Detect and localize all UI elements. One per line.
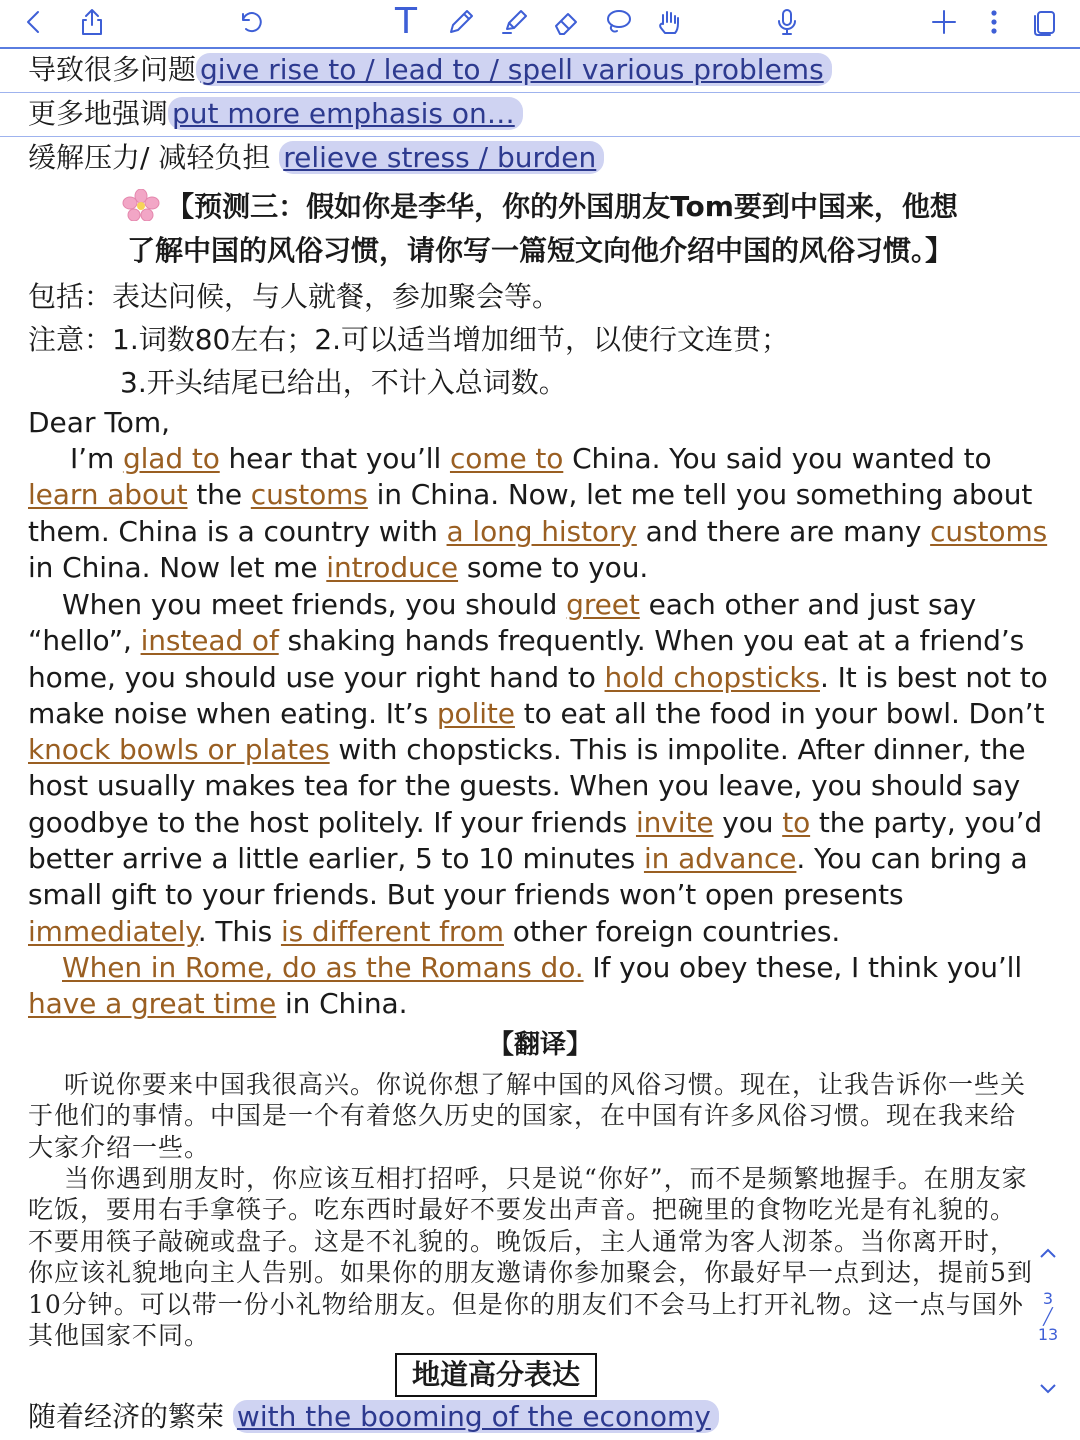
letter-text: some to you. <box>458 550 649 584</box>
key-phrase: a long history <box>446 514 637 548</box>
more-icon[interactable] <box>976 4 1012 40</box>
key-phrase: have a great time <box>28 987 277 1021</box>
key-phrase: When in Rome, do as the Romans do. <box>62 951 584 984</box>
letter-text: If you obey these, I think you’ll <box>583 951 1023 984</box>
key-phrase: glad to <box>122 442 220 475</box>
letter-text: to eat all the food in your bowl. Don’t <box>514 696 1045 730</box>
page-indicator <box>1034 1290 1062 1344</box>
letter-text: shaking hands frequently. When you eat at a friend’s home, you should use your right hand to <box>28 624 1025 694</box>
phrase-row <box>28 140 604 176</box>
share-icon[interactable] <box>74 4 110 40</box>
eraser-icon[interactable] <box>548 4 584 40</box>
phrase-en: put more emphasis on… <box>168 97 523 130</box>
phrase-en: give rise to / lead to / spell various problems <box>196 53 832 86</box>
translation-paragraph-1: 听说你要来中国我很高兴。你说你想了解中国的风俗习惯。现在，让我告诉你一些关于他们的事情。中国是一个有着悠久历史的国家，在中国有许多风俗习惯。现在我来给大家介绍一些。 <box>28 1070 1027 1162</box>
key-phrase: hold chopsticks <box>604 660 820 694</box>
key-phrase: knock bowls or plates <box>28 733 330 767</box>
key-phrase: to <box>782 805 811 839</box>
key-phrase: learn about <box>28 478 188 512</box>
letter-paragraph-1 <box>28 441 1058 586</box>
expression-row <box>28 1399 719 1435</box>
undo-icon[interactable] <box>232 4 268 40</box>
key-phrase: come to <box>449 442 564 475</box>
key-phrase: invite <box>635 805 714 839</box>
text-tool-icon[interactable] <box>388 1 424 42</box>
toolbar <box>0 0 1080 46</box>
highlighter-icon[interactable] <box>496 4 532 40</box>
prediction-title-line1: 【预测三：假如你是李华，你的外国朋友Tom要到中国来，他想 <box>166 190 958 223</box>
letter-text: When you meet friends, you should <box>62 588 567 621</box>
letter-text: . It is best not to make noise when eating. It’s <box>28 660 1048 730</box>
prediction-note-2: 3.开头结尾已给出，不计入总词数。 <box>120 366 567 399</box>
letter-text: other foreign countries. <box>503 914 841 948</box>
phrase-row <box>28 96 523 132</box>
page-divider: ╱ <box>1043 1307 1053 1326</box>
phrase-cn: 更多地强调 <box>28 97 169 130</box>
key-phrase: instead of <box>140 624 279 658</box>
pages-icon[interactable] <box>1026 4 1062 40</box>
key-phrase: is different from <box>280 914 504 948</box>
letter-text: . You can bring a small gift to your friends. But your friends won’t open presents <box>28 842 1028 912</box>
letter-text: in China. Now, let me tell you something about them. China is a country with <box>28 478 1033 548</box>
letter-text: I’m <box>70 442 123 475</box>
page-current: 3 <box>1042 1289 1054 1308</box>
hand-icon[interactable] <box>651 4 687 40</box>
phrase-row <box>28 52 832 88</box>
phrase-cn: 导致很多问题 <box>28 53 197 86</box>
key-phrase: introduce <box>326 550 459 584</box>
ruled-line <box>0 92 1080 93</box>
letter-text: the <box>187 478 251 512</box>
letter-text: hear that you’ll <box>219 442 450 475</box>
letter-text: each other and just say “hello”, <box>28 588 977 658</box>
letter-text: China. You said you wanted to <box>563 442 992 475</box>
translation-paragraph-2: 当你遇到朋友时，你应该互相打招呼，只是说“你好”，而不是频繁地握手。在朋友家吃饭，要用右手拿筷子。吃东西时最好不要发出声音。把碗里的食物吃光是有礼貌的。不要用筷子敲碗或盘子。这是不礼貌的。晚饭后，主人通常为客人沏茶。当你离开时，你应该礼貌地向主人告别。如果你的朋友邀请你参加聚会，你最好早一点到达，提前5到10分钟。可以带一份小礼物给朋友。但是你的朋友们不会马上打开礼物。这一点与国外其他国家不同。 <box>28 1164 1033 1351</box>
key-phrase: greet <box>566 588 640 621</box>
key-phrase: customs <box>930 514 1048 548</box>
key-phrase: in advance <box>643 842 797 876</box>
prediction-include: 包括：表达问候，与人就餐，参加聚会等。 <box>28 280 561 313</box>
expression-en: with the booming of the economy <box>233 1400 719 1433</box>
key-phrase: polite <box>436 696 515 730</box>
key-phrase: customs <box>250 478 368 512</box>
letter-greeting: Dear Tom, <box>28 406 171 439</box>
letter-text: you <box>713 805 783 839</box>
letter-text: and there are many <box>636 514 931 548</box>
scroll-up-icon[interactable] <box>1034 1244 1062 1263</box>
expression-cn: 随着经济的繁荣 <box>28 1400 225 1433</box>
prediction-note-1: 注意：1.词数80左右；2.可以适当增加细节，以使行文连贯； <box>28 323 790 356</box>
pen-icon[interactable] <box>443 4 479 40</box>
ruled-line <box>0 136 1080 137</box>
prediction-title <box>0 188 1080 226</box>
flower-icon <box>122 189 160 221</box>
toolbar-divider <box>0 47 1080 49</box>
prediction-title-line2: 了解中国的风俗习惯，请你写一篇短文向他介绍中国的风俗习惯。】 <box>126 234 953 267</box>
letter-paragraph-2 <box>28 587 1058 950</box>
letter-text: the party, you’d better arrive a little earlier, 5 to 10 minutes <box>28 805 1043 876</box>
lasso-icon[interactable] <box>600 4 636 40</box>
letter-text: in China. <box>276 987 408 1021</box>
translation-heading: 【翻译】 <box>487 1030 592 1060</box>
text-tool-glyph: T <box>395 1 417 42</box>
microphone-icon[interactable] <box>769 4 805 40</box>
key-phrase: immediately <box>28 914 198 948</box>
letter-text: in China. Now let me <box>28 550 327 584</box>
expressions-heading: 地道高分表达 <box>395 1353 597 1397</box>
phrase-cn: 缓解压力/ 减轻负担 <box>28 141 271 174</box>
page-total: 13 <box>1037 1325 1059 1344</box>
letter-paragraph-3 <box>28 950 1058 1023</box>
phrase-en: relieve stress / burden <box>279 141 604 174</box>
letter-text: . This <box>197 914 281 948</box>
back-icon[interactable] <box>16 4 52 40</box>
prediction-title-2 <box>0 232 1080 270</box>
letter-text: with chopsticks. This is impolite. After dinner, the host usually makes tea for the guests. When you leave, you should say goodbye to the host politely. If your friends <box>28 733 1026 839</box>
scroll-down-icon[interactable] <box>1034 1380 1062 1399</box>
add-icon[interactable] <box>926 4 962 40</box>
